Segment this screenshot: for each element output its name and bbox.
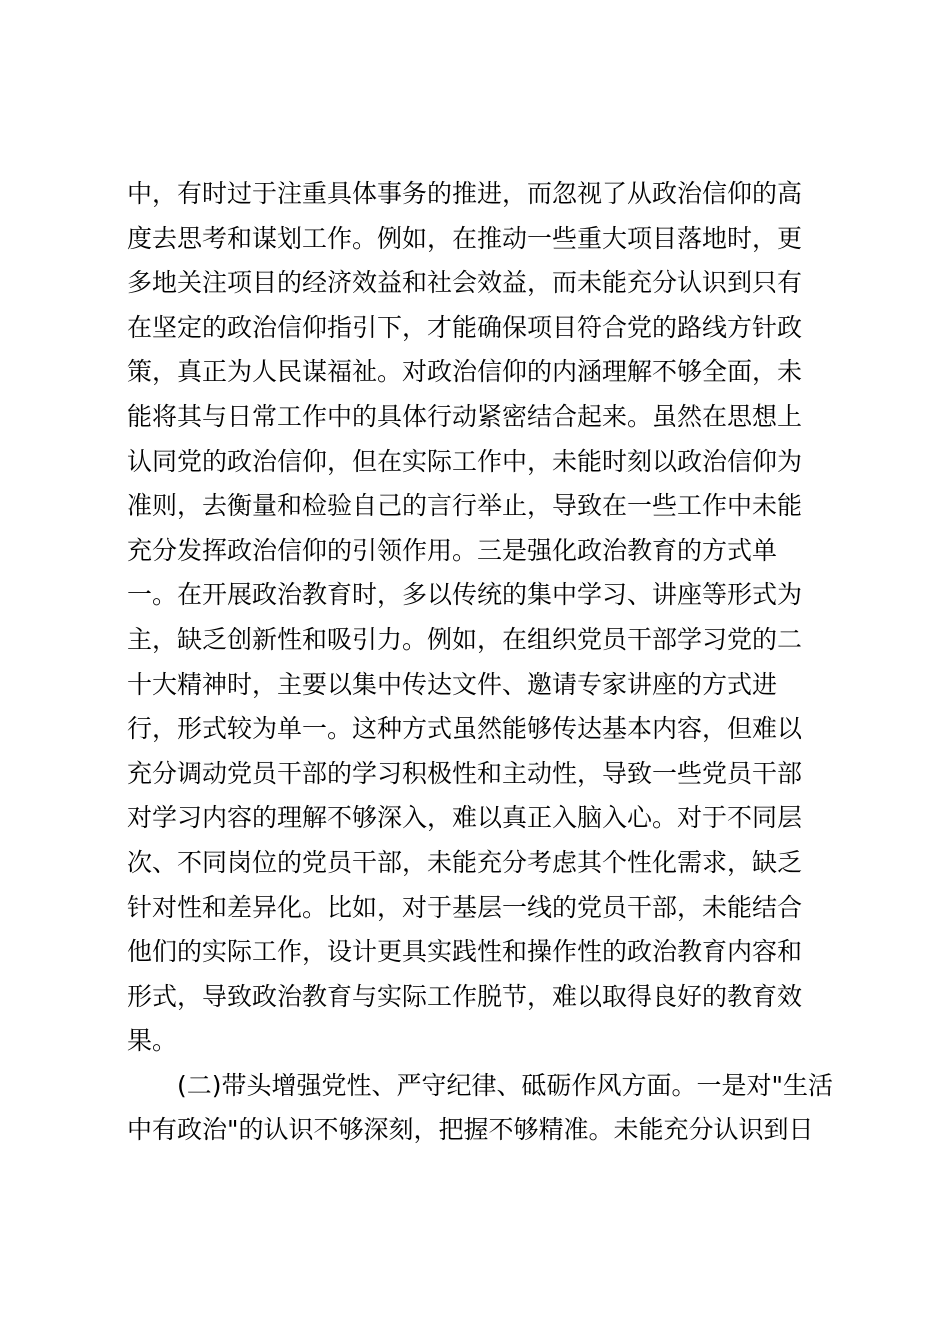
text-line: 能将其与日常工作中的具体行动紧密结合起来。虽然在思想上 bbox=[127, 401, 803, 431]
text-line: 度去思考和谋划工作。例如，在推动一些重大项目落地时，更 bbox=[127, 223, 803, 253]
text-line: 中有政治"的认识不够深刻，把握不够精准。未能充分认识到日 bbox=[127, 1115, 814, 1145]
text-line: 主，缺乏创新性和吸引力。例如，在组织党员干部学习党的二 bbox=[127, 624, 803, 654]
text-line: 充分发挥政治信仰的引领作用。三是强化政治教育的方式单 bbox=[127, 535, 778, 565]
text-line: 中，有时过于注重具体事务的推进，而忽视了从政治信仰的高 bbox=[127, 179, 803, 208]
text-line: 充分调动党员干部的学习积极性和主动性，导致一些党员干部 bbox=[127, 758, 803, 788]
text-line: 他们的实际工作，设计更具实践性和操作性的政治教育内容和 bbox=[127, 937, 803, 967]
text-line: 行，形式较为单一。这种方式虽然能够传达基本内容，但难以 bbox=[127, 714, 803, 744]
text-line: 多地关注项目的经济效益和社会效益，而未能充分认识到只有 bbox=[127, 268, 803, 298]
text-line: 十大精神时，主要以集中传达文件、邀请专家讲座的方式进 bbox=[127, 669, 778, 699]
text-line: 认同党的政治信仰，但在实际工作中，未能时刻以政治信仰为 bbox=[127, 446, 803, 476]
body-text bbox=[127, 172, 834, 1153]
text-line: 对学习内容的理解不够深入，难以真正入脑入心。对于不同层 bbox=[127, 803, 803, 833]
text-line: 形式，导致政治教育与实际工作脱节，难以取得良好的教育效 bbox=[127, 981, 803, 1011]
text-line: 一。在开展政治教育时，多以传统的集中学习、讲座等形式为 bbox=[127, 580, 803, 610]
text-line: 果。 bbox=[127, 1026, 178, 1056]
text-line: 针对性和差异化。比如，对于基层一线的党员干部，未能结合 bbox=[127, 892, 803, 922]
text-line: 策，真正为人民谋福祉。对政治信仰的内涵理解不够全面，未 bbox=[127, 357, 803, 387]
text-line: 次、不同岗位的党员干部，未能充分考虑其个性化需求，缺乏 bbox=[127, 847, 803, 877]
text-line: 准则，去衡量和检验自己的言行举止，导致在一些工作中未能 bbox=[127, 491, 803, 521]
section-heading-line: (二)带头增强党性、严守纪律、砥砺作风方面。一是对"生活 bbox=[177, 1070, 834, 1100]
text-line: 在坚定的政治信仰指引下，才能确保项目符合党的路线方针政 bbox=[127, 312, 803, 342]
